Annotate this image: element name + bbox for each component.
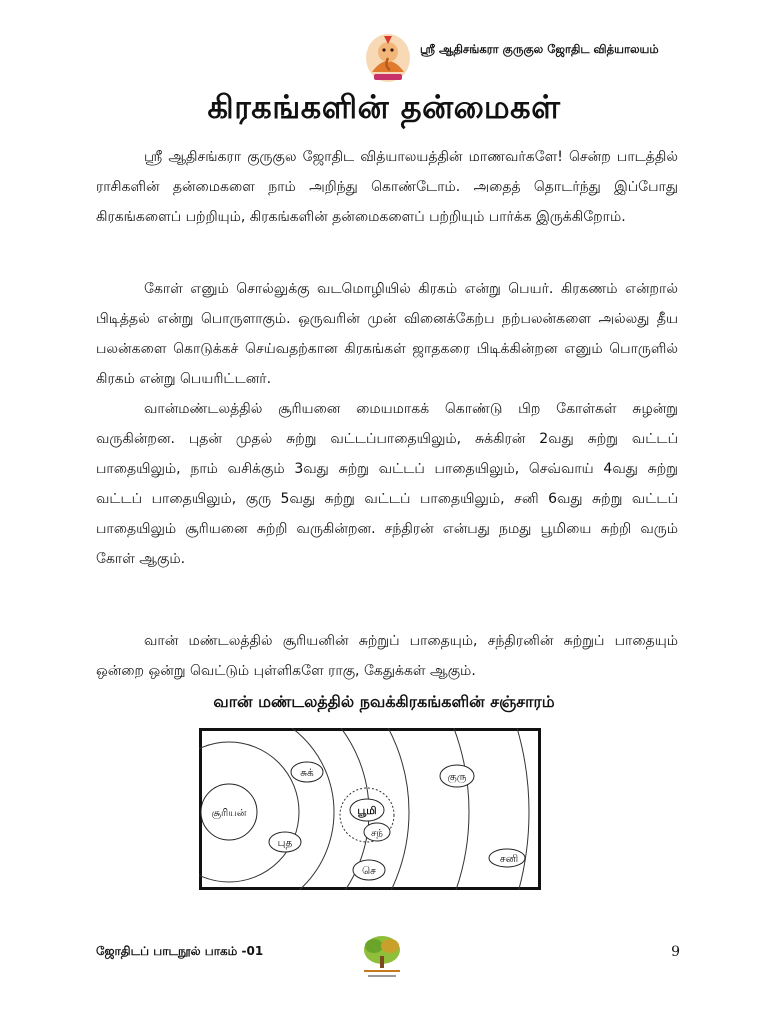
paragraph-intro	[96, 142, 678, 232]
earth-label: பூமி	[357, 805, 377, 817]
jupiter-label: குரு	[447, 771, 467, 783]
diagram-heading: வான் மண்டலத்தில் நவக்கிரகங்களின் சஞ்சாரம்	[213, 692, 555, 711]
paragraph-text: வான்மண்டலத்தில் சூரியனை மையமாகக் கொண்டு பிற கோள்கள் சுழன்று வருகின்றன. புதன் முதல் சுற்று வட்டப்பாதையிலும், சுக்கிரன் 2வது சுற்று வட்டப் பாதையிலும், நாம் வசிக்கும் 3வது சுற்று வட்டப் பாதையிலும், செவ்வாய் 4வது சுற்று வட்டப் பாதையிலும், குரு 5வது சுற்று வட்டப் பாதையிலும், சனி 6வது சுற்று வட்டப் பாதையிலும் சூரியனை சுற்றி வருகின்றன. சந்திரன் என்பது நமது பூமியை சுற்றி வரும் கோள் ஆகும்.	[96, 401, 678, 567]
institute-name: ஸ்ரீ ஆதிசங்கரா குருகுல ஜோதிட வித்யாலயம்	[420, 42, 659, 56]
saturn-label: சனி	[499, 853, 519, 865]
page-title: கிரகங்களின் தன்மைகள்	[207, 88, 561, 126]
paragraph-group	[96, 274, 678, 574]
paragraph-text: கோள் எனும் சொல்லுக்கு வடமொழியில் கிரகம் என்று பெயர். கிரகணம் என்றால் பிடித்தல் என்று பொருளாகும். ஒருவரின் முன் வினைக்கேற்ப நற்பலன்களை அல்லது தீய பலன்களை கொடுக்கச் செய்வதற்கான கிரகங்கள் ஜாதகரை பிடிக்கின்றன எனும் பொருளில் கிரகம் என்று பெயரிட்டனர்.	[96, 281, 678, 387]
ganesha-emblem-icon	[364, 32, 412, 84]
venus-label: சுக்	[300, 767, 314, 779]
footer-book-title: ஜோதிடப் பாடநூல் பாகம் -01	[96, 944, 264, 958]
orbit-diagram-svg	[199, 728, 541, 890]
page-number: 9	[671, 944, 680, 960]
paragraph-text: ஸ்ரீ ஆதிசங்கரா குருகுல ஜோதிட வித்யாலயத்தின் மாணவர்களே! சென்ற பாடத்தில் ராசிகளின் தன்மைகளை நாம் அறிந்து கொண்டோம். அதைத் தொடர்ந்து இப்போது கிரகங்களைப் பற்றியும், கிரகங்களின் தன்மைகளைப் பற்றியும் பார்க்க இருக்கிறோம்.	[96, 149, 678, 225]
page-header	[0, 28, 768, 88]
mars-label: செ	[362, 865, 376, 877]
tree-emblem-icon	[358, 932, 406, 982]
moon-label: சந்	[371, 828, 383, 839]
orbit-diagram	[199, 728, 541, 890]
paragraph-rahu-ketu	[96, 626, 678, 686]
mercury-label: புத	[277, 837, 293, 849]
sun-label: சூரியன்	[211, 808, 247, 819]
paragraph-text: வான் மண்டலத்தில் சூரியனின் சுற்றுப் பாதையும், சந்திரனின் சுற்றுப் பாதையும் ஒன்றை ஒன்று வெட்டும் புள்ளிகளே ராகு, கேதுக்கள் ஆகும்.	[96, 633, 678, 679]
